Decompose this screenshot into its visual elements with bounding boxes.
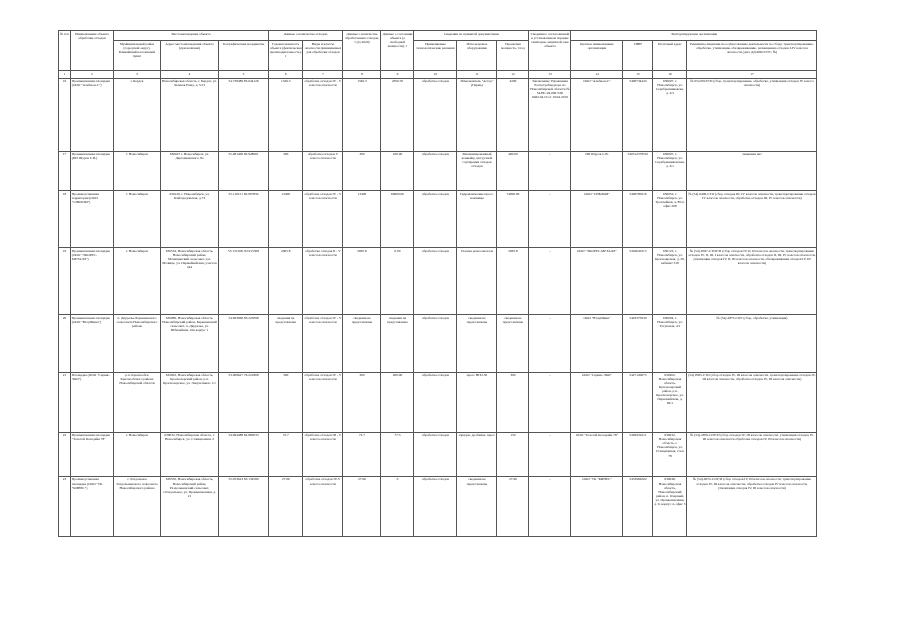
table-cell: Промышленная площадка (ООО "ВторШина") [71, 315, 114, 372]
table-cell: 630004, г. Новосибирск, ул. Тогунская, 4/1 [653, 315, 687, 372]
table-cell: 1349.3 [269, 78, 303, 151]
table-cell: Промышленная площадка (ООО "ЭКОРЕС-МЕТАЛЛ") [71, 248, 114, 315]
table-cell: Измельчитель "Астор" (Пермь) [457, 78, 497, 151]
table-cell: 1349.3 [343, 78, 381, 151]
header-row-top [59, 31, 817, 41]
table-cell: 5406785616 [623, 190, 653, 247]
column-number: 9 [381, 71, 414, 78]
table-cell: – [529, 372, 571, 432]
table-cell: Производственная территория (ООО "СИБЛОМ") [71, 190, 114, 247]
table-cell: 5403375930 [623, 315, 653, 372]
table-cell: 400.00 [497, 151, 529, 190]
column-number-row [59, 71, 817, 78]
column-number: 17 [687, 71, 817, 78]
table-cell: г. Новосибирск [114, 190, 161, 247]
table-cell: обработка отходов IV - V классов опасности [303, 372, 343, 432]
table-cell: 2065.8 [343, 248, 381, 315]
table-cell: обработка отходов [414, 432, 457, 476]
table-cell: 5406334211 [623, 432, 653, 476]
table-cell: 630048, Новосибирская область, Новосибирский район, п. Озерный, ул. Промышленная, д. 9, корпус 4, офис 5 [653, 476, 687, 536]
table-cell: Промышленная площадка "Золотой Колодайн 78" [71, 432, 114, 476]
table-cell: 13400 [343, 190, 381, 247]
table-cell: 18 [59, 190, 71, 247]
column-number: 16 [653, 71, 687, 78]
table-cell: 200.00 [381, 372, 414, 432]
table-cell: 630123, г. Новосибирск, ул. Красноярская, д. 29, кабинет 318 [653, 248, 687, 315]
table-cell: 5433966202 [623, 476, 653, 536]
table-cell: обработка отходов IV - V классов опасности [303, 78, 343, 151]
table-cell: обработка отходов V класса опасности [303, 151, 343, 190]
table-cell: 2065.8 [269, 248, 303, 315]
table-row [59, 151, 817, 190]
table-row [59, 432, 817, 476]
table-cell: 0.00 [381, 248, 414, 315]
table-cell: № (54)-2873-СОУ (сбор, обработка, утилизация) [687, 315, 817, 372]
header-inn: ИНН [623, 41, 653, 71]
column-number: 7 [303, 71, 343, 78]
table-cell: 55.116151 82.997834 [219, 190, 269, 247]
table-cell: 72.7 [343, 432, 381, 476]
table-row [59, 476, 817, 536]
table-cell: 150 [497, 432, 529, 476]
table-cell: № 054 00167/П (сбор, транспортирование, обработка, утилизация отходов IV класса опасности) [687, 78, 817, 151]
table-cell: 5406734443 [623, 78, 653, 151]
table-row [59, 315, 817, 372]
table-row [59, 78, 817, 151]
table-cell: обработка отходов [414, 372, 457, 432]
column-number: 2 [71, 71, 114, 78]
table-cell: 74000.00 [497, 190, 529, 247]
table-cell: Промышленная площадка (ООО "Альбион-С") [71, 78, 114, 151]
column-number: 15 [623, 71, 653, 78]
table-cell: обработка отходов [414, 190, 457, 247]
header-name: Наименование объекта обработки отходов [71, 31, 114, 71]
table-cell: 630534, Новосибирская область, Новосибирский район, Мочищенский сельсовет, д.п. Мочище, ул. Пармейкейская, участок 244 [161, 248, 219, 315]
table-cell: 300 [269, 151, 303, 190]
table-cell: с. Раздольное Раздольненского сельсовета Новосибирского района [114, 476, 161, 536]
table-cell: ИП Шуров С.В. [571, 151, 623, 190]
table-cell: – [529, 151, 571, 190]
table-cell: 54.963966 83.223098 [219, 315, 269, 372]
table-cell: сведения не представлены [269, 315, 303, 372]
table-cell: 60600.00 [381, 190, 414, 247]
table-cell: г. Новосибирск [114, 151, 161, 190]
table-cell: обработка отходов [414, 476, 457, 536]
table-cell: 100.00 [381, 151, 414, 190]
table-cell: Газовая резка металла [457, 248, 497, 315]
table-cell: п. Двуречье Барышевского сельсовета Новосибирского района [114, 315, 161, 372]
table-cell: сведения не представлены [381, 315, 414, 372]
table-cell: Новосибирская область, г. Бердск, ул. Зеленая Роща, д. 5/13 [161, 78, 219, 151]
table-cell: ООО "ТК "КИНЕС" [571, 476, 623, 536]
waste-facilities-table [58, 30, 817, 537]
table-cell: г. Бердск [114, 78, 161, 151]
table-cell: г. Новосибирск [114, 432, 161, 476]
column-number: 8 [343, 71, 381, 78]
header-num: № п/п [59, 31, 71, 71]
table-cell: Механизированный конвейер для ручной сортировки отходов отходов [457, 151, 497, 190]
table-cell: Площадка (ООО "Сервис-ЭКО") [71, 372, 114, 432]
header-agreement: Сведения о согласованной в установленном порядке санитарно-защитной зоне объекта [529, 31, 571, 71]
table-cell: сведения не представлены [343, 315, 381, 372]
table-cell: 2650.70 [381, 78, 414, 151]
table-cell: – [529, 432, 571, 476]
table-cell: 630089, Новосибирская область, Новосибирский район, Барышевский сельсовет, п. Двуречье, ул. Юбилейная, 10к корпус 1 [161, 315, 219, 372]
table-cell: № (54)-9072-СОУ/П (сбор отходов IV, III классов опасности, транспортирование отходов IV, III классов опасности, обработка отходов IV классов опасности, утилизация отходов IV, III классов опасности) [687, 476, 817, 536]
header-row-sub [59, 41, 817, 71]
column-number: 5 [219, 71, 269, 78]
table-cell: 0 [381, 476, 414, 536]
table-cell: обработка отходов IV - V классов опасности [303, 190, 343, 247]
table-cell: 630052, г. Новосибирск, ул. Троллейная, д. 85/2, офис 208 [653, 190, 687, 247]
table-row [59, 372, 817, 432]
table-cell: Гидравлические пресс-ножницы [457, 190, 497, 247]
table-cell: 5402040113 [623, 248, 653, 315]
table-cell: обработка отходов IV-V класса опасности [303, 476, 343, 536]
table-cell: ООО "ЭКОРЕС-МЕТАЛЛ" [571, 248, 623, 315]
header-municipal: Муниципальный район (городской округ), Ближайший населенный пункт [114, 41, 161, 71]
table-cell: ООО "СИБЛОМ" [571, 190, 623, 247]
header-address: Адрес местонахождения объекта (при наличии) [161, 41, 219, 71]
column-number: 13 [529, 71, 571, 78]
header-capacity-state: Данные о состоянии объекта (о свободной мощности), т [381, 31, 414, 71]
table-cell: 630129, г. Новосибирск, ул. Кайгородовская, д.73 [161, 190, 219, 247]
table-cell: 630047 г. Новосибирск, ул. Даргомыжского, 8а [161, 151, 219, 190]
table-row [59, 248, 817, 315]
table-cell: 27.96 [269, 476, 303, 536]
table-cell: обработка отходов [414, 78, 457, 151]
table-cell: Промышленная площадка (ИП Шуров С.В.) [71, 151, 114, 190]
table-cell: 13400 [269, 190, 303, 247]
table-cell: ООО "Сервис-ЭКО" [571, 372, 623, 432]
header-qty: Данные о количестве отходов, [269, 31, 343, 41]
table-cell: обработка отходов [414, 315, 457, 372]
table-cell: пресс НГП-50 [457, 372, 497, 432]
table-cell: 300 [343, 151, 381, 190]
table-cell: 630032, Новосибирская область, г. Новосибирск, ул. Станционная, 2 к/п 78 [653, 432, 687, 476]
column-number: 12 [497, 71, 529, 78]
table-cell: № (54)-2876-СОУ/П (сбор отходов IV, III классов опасности, утилизация отходов IV, III классов опасности обработка отходов IV, III классов опасности) [687, 432, 817, 476]
table-cell: № (54)-6597-СТОУ/П (сбор отходов IV, II, III классов опасности, транспортирование отходов IV, II, III, I классов опасности, обработка отходов II, III, IV классов опасности, утилизация отходов IV, II, III классов опасности, обезвреживание отходов IV, III классов опасности) [687, 248, 817, 315]
table-cell: ООО "ВторШина" [571, 315, 623, 372]
table-cell: ООО "Альбион-С" [571, 78, 623, 151]
table-cell: Заключение Управления Роспотребнадзора по Новосибирской области № 54.НС.04.000.Т.00 0462.04.19 от 19.04.2019 [529, 78, 571, 151]
table-cell: г. Новосибирск [114, 248, 161, 315]
table-cell: 632902, Новосибирская область, Краснозерский район, р.п. Краснозерское, ул. Энергетиков, 1/1 [161, 372, 219, 432]
table-cell: № (54)-0400-СТО (сбор отходов III, IV классов опасности, транспортирование отходов IV классов опасности, обработка отходов III, IV классов опасности) [687, 190, 817, 247]
table-cell: Производственная площадка (ООО "ТК "КИНЕС") [71, 476, 114, 536]
table-cell: – [529, 190, 571, 247]
table-cell: 630550, Новосибирская область, Новосибирский район, Раздольненский сельсовет, с.Раздольное, ул. Промышленная, д. 21 [161, 476, 219, 536]
column-number: 3 [114, 71, 161, 78]
header-location: Местонахождение объекта [114, 31, 269, 41]
table-cell: 27.96 [497, 476, 529, 536]
table-row [59, 190, 817, 247]
table-cell: 55.081400 82.928061 [219, 151, 269, 190]
header-annual: Годовая мощность объекта (фактическая производительность), т [269, 41, 303, 71]
table-cell: 20 [59, 315, 71, 372]
table-cell: – [529, 476, 571, 536]
table-cell: обработка отходов III - V класса опасности [303, 432, 343, 476]
header-org-name: Краткое наименование организации [571, 41, 623, 71]
header-coords: Географические координаты [219, 41, 269, 71]
table-cell: – [529, 315, 571, 372]
header-operator: Эксплуатирующая организация [571, 31, 817, 41]
table-cell: зарядов, дробилка, пресс [457, 432, 497, 476]
column-number: 10 [414, 71, 457, 78]
table-cell: сведения не представлены [457, 315, 497, 372]
table-cell: обработка отходов [414, 151, 457, 190]
table-cell: 53.009627 79.221868 [219, 372, 269, 432]
table-cell: сведения не представлены [497, 315, 529, 372]
table-cell: 77.3 [381, 432, 414, 476]
table-cell: 540312578510 [623, 151, 653, 190]
table-cell: 2065.8 [497, 248, 529, 315]
column-number: 4 [161, 71, 219, 78]
table-cell: 21 [59, 372, 71, 432]
table-cell: 300 [343, 372, 381, 432]
column-number: 11 [457, 71, 497, 78]
header-tech: Сведения по принятой документации [414, 31, 529, 41]
table-cell: обработка отходов IV - V классов опасности [303, 315, 343, 372]
table-cell: 19 [59, 248, 71, 315]
table-cell: 55.053623 83.134580 [219, 476, 269, 536]
table-cell: 54.739389 83.044126 [219, 78, 269, 151]
table-cell: лицензии нет [687, 151, 817, 190]
table-cell: обработка отходов [414, 248, 457, 315]
table-cell: 300 [497, 372, 529, 432]
table-cell: 22 [59, 432, 71, 476]
table-cell: обработка отходов II - V классов опасности [303, 248, 343, 315]
table-cell: р.п. Краснообск Краснообского района Новосибирской области [114, 372, 161, 432]
table-cell: 5427120675 [623, 372, 653, 432]
column-number: 6 [269, 71, 303, 78]
table-cell: 300 [269, 372, 303, 432]
table-cell: – [529, 248, 571, 315]
table-cell: 4200 [497, 78, 529, 151]
registry-sheet [58, 30, 817, 537]
table-cell: ООО "Золотой Колодайн 78" [571, 432, 623, 476]
header-design: Проектная мощность, т/год [497, 41, 529, 71]
column-number: 1 [59, 71, 71, 78]
table-cell: 17 [59, 151, 71, 190]
header-processed: Данные о количестве обработанных отходов, т (за 2020) [343, 31, 381, 71]
header-postal: Почтовый адрес [653, 41, 687, 71]
table-cell: 632902, Новосибирская область, Краснозерский район, р.п. Краснозерское, ул. Первомайская, д. 69/1 [653, 372, 687, 432]
column-number: 14 [571, 71, 623, 78]
table-cell: 55.131568, 82.915508 [219, 248, 269, 315]
table-cell: 630007, г. Новосибирск, ул. Серебренниковская, д. 4/1 [653, 151, 687, 190]
table-cell: 630032, Новосибирская область, г. Новосибирск, ул. Станционная, 2 [161, 432, 219, 476]
table-cell: 27.96 [343, 476, 381, 536]
table-cell: 630007, г. Новосибирск, ул. Серебренниковска, д. 4/3 [653, 78, 687, 151]
table-cell: сведения не представлены [457, 476, 497, 536]
header-tech-method: Применяемые технологические решения [414, 41, 457, 71]
table-cell: (54) 0585-СТО (сбор отходов IV, III классов опасности, транспортирование отходов IV, III классов опасности, обработка отходов IV, III классов опасности) [687, 372, 817, 432]
header-types: Виды и классы опасности принимаемых для обработки отходов [303, 41, 343, 71]
table-cell: 16 [59, 78, 71, 151]
table-cell: 23 [59, 476, 71, 536]
table-cell: 72.7 [269, 432, 303, 476]
header-equipment: Используемое оборудование [457, 41, 497, 71]
table-cell: 54.994488 82.883033 [219, 432, 269, 476]
header-license: Реквизиты лицензии на осуществление деятельности по сбору, транспортированию, обработке, утилизации, обезвреживанию, размещению отходов I-IV классов опасности (дата ДД.ММ.ГГГГ, №) [687, 41, 817, 71]
